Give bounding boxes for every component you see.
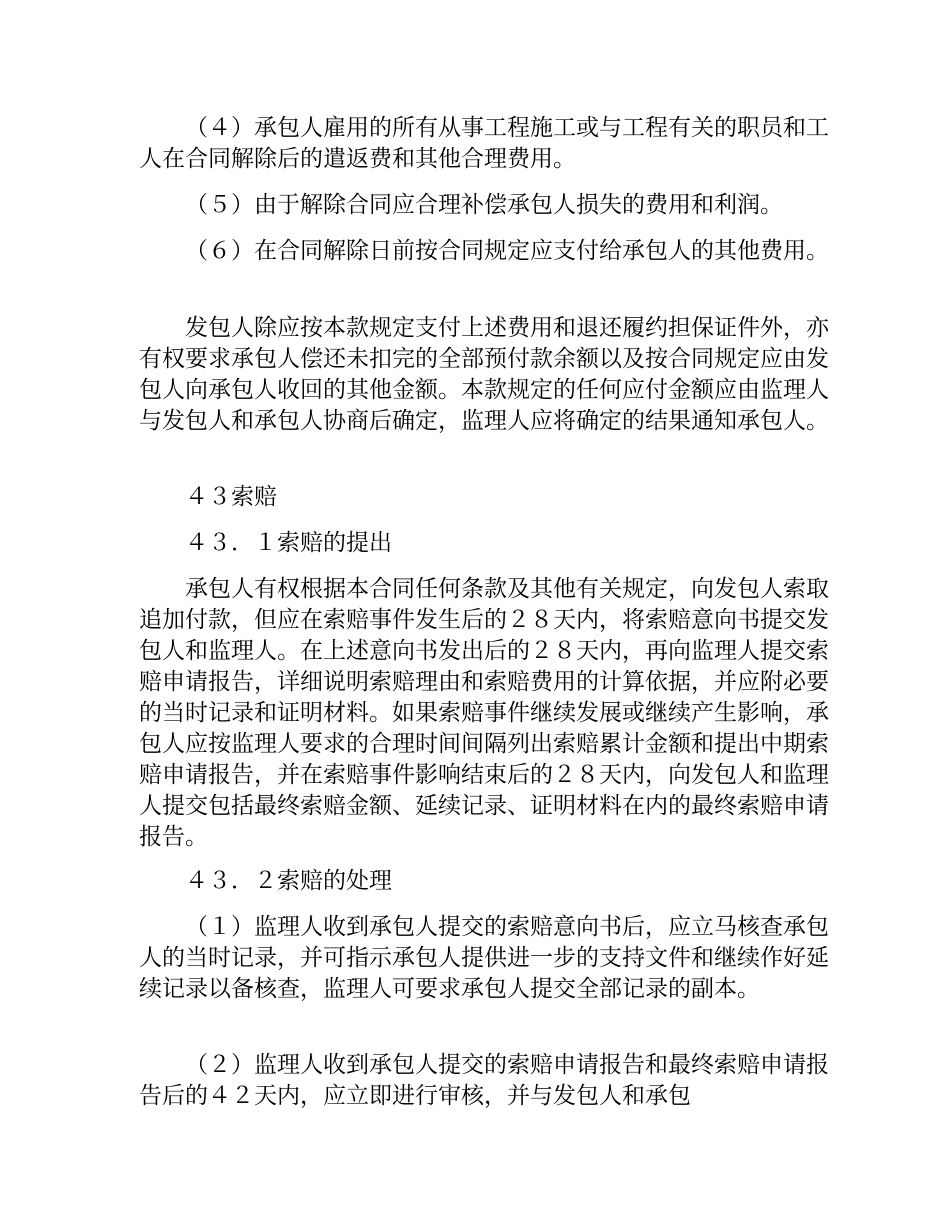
- section-heading-43-2: ４３．２索赔的处理: [185, 868, 392, 894]
- section-heading-43-1: ４３．１索赔的提出: [185, 530, 392, 556]
- paragraph-claim-submission: 承包人有权根据本合同任何条款及其他有关规定，向发包人索取追加付款，但应在索赔事件发生后的２８天内，将索赔意向书提交发包人和监理人。在上述意向书发出后的２８天内，再向监理人提交索赔申请报告，详细说明索赔理由和索赔费用的计算依据，并应附必要的当时记录和证明材料。如果索赔事件继续发展或继续产生影响，承包人应按监理人要求的合理时间间隔列出索赔累计金额和提出中期索赔申请报告，并在索赔事件影响结束后的２８天内，向发包人和监理人提交包括最终索赔金额、延续记录、证明材料在内的最终索赔申请报告。: [139, 576, 829, 850]
- paragraph-item-6: （６）在合同解除日前按合同规定应支付给承包人的其他费用。: [185, 238, 829, 264]
- paragraph-claim-process-2: （２）监理人收到承包人提交的索赔申请报告和最终索赔申请报告后的４２天内，应立即进行审核，并与发包人和承包: [139, 1052, 829, 1109]
- paragraph-employer-rights: 发包人除应按本款规定支付上述费用和退还履约担保证件外，亦有权要求承包人偿还未扣完的全部预付款余额以及按合同规定应由发包人向承包人收回的其他金额。本款规定的任何应付金额应由监理人与发包人和承包人协商后确定，监理人应将确定的结果通知承包人。: [139, 315, 829, 434]
- paragraph-claim-process-1: （１）监理人收到承包人提交的索赔意向书后，应立马核查承包人的当时记录，并可指示承包人提供进一步的支持文件和继续作好延续记录以备核查，监理人可要求承包人提交全部记录的副本。: [139, 914, 829, 1002]
- paragraph-item-4: （４）承包人雇用的所有从事工程施工或与工程有关的职员和工人在合同解除后的遣返费和其他合理费用。: [139, 115, 829, 172]
- paragraph-item-5: （５）由于解除合同应合理补偿承包人损失的费用和利润。: [185, 192, 783, 218]
- section-heading-43: ４３索赔: [185, 484, 277, 510]
